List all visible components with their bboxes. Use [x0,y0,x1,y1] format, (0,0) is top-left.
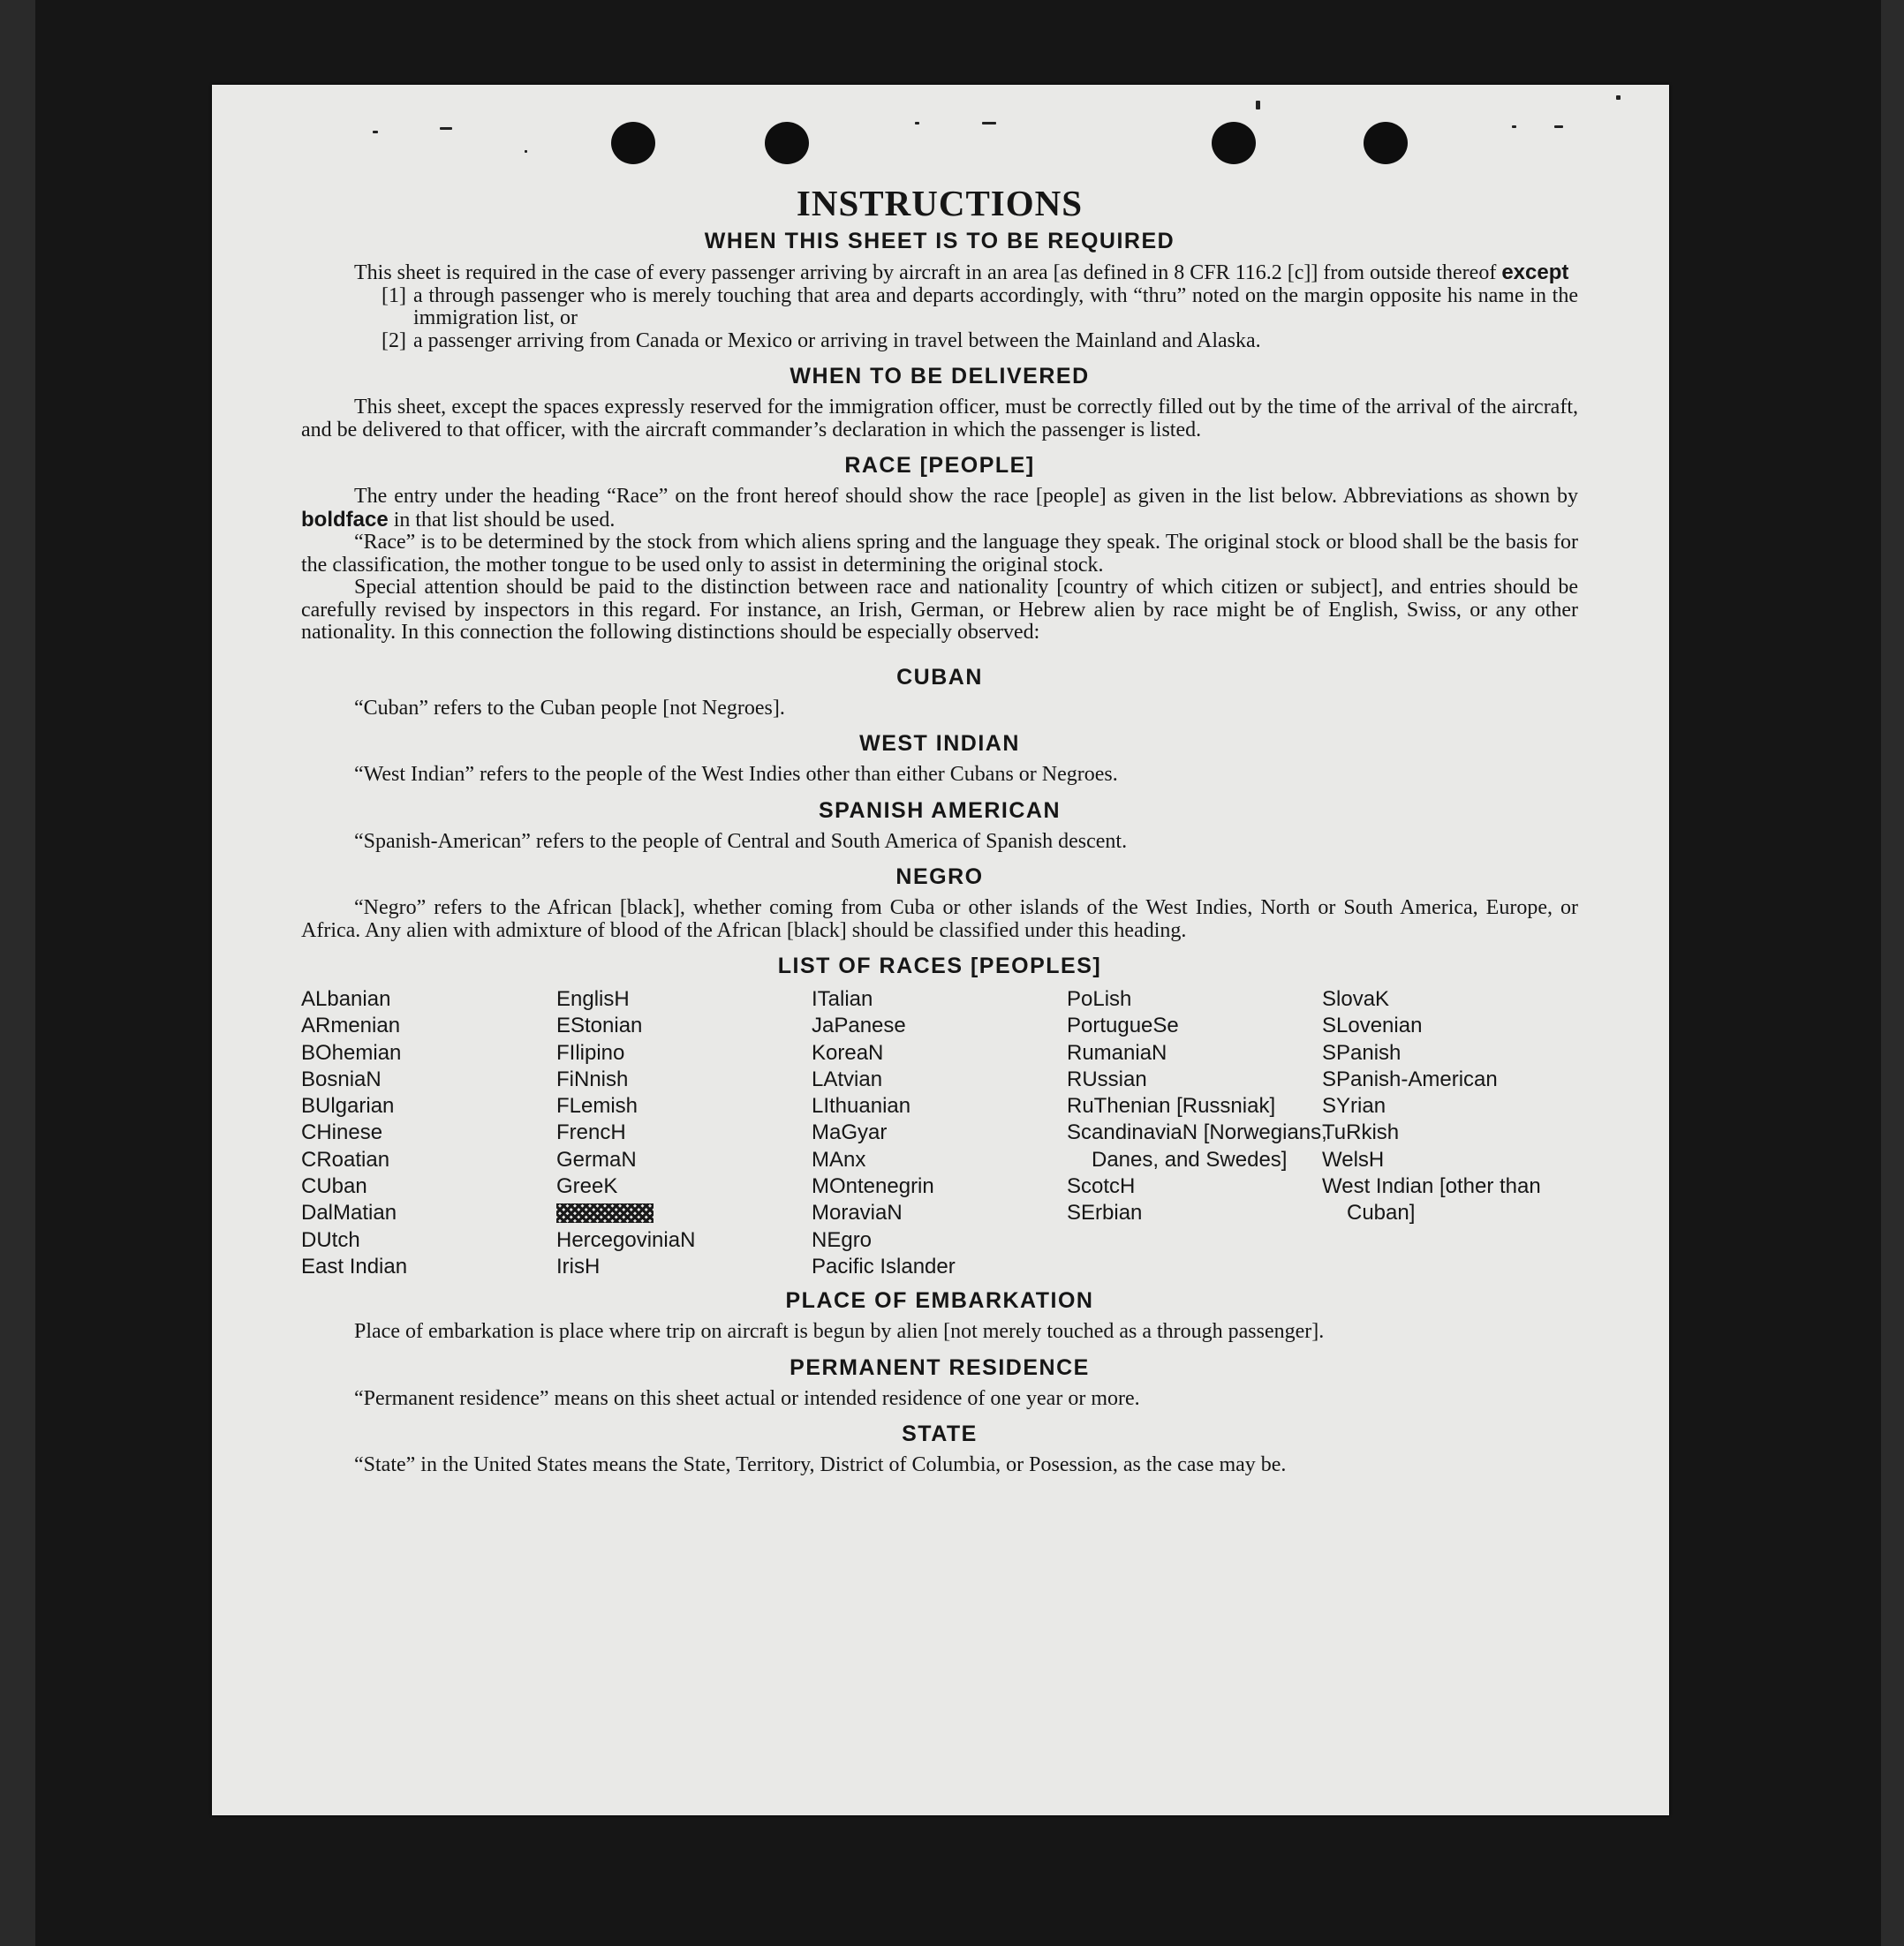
race-item: FiNnish [556,1067,629,1091]
race-item: MoraviaN [812,1201,903,1226]
races-column-4 [1067,986,1327,1280]
race-paragraph-3: Special attention should be paid to the distinction between race and nationality [country of which citizen or subject], and entries should be carefully revised by inspectors in this regard. For instance, an Irish, German, or Hebrew alien by race might be of English, Swiss, or any other nationality. In this connection the following distinctions should be especially observed: [301,576,1578,644]
exception-item [301,285,1578,330]
speck [373,131,378,133]
race-item: ITalian [812,987,873,1011]
races-column-2 [556,986,812,1280]
heading-race: RACE [PEOPLE] [844,453,1035,478]
race-item: HercegoviniaN [556,1227,696,1252]
race-item: SPanish [1322,1040,1402,1065]
strikethrough-mark [556,1203,654,1223]
race-p1-b: in that list should be used. [393,508,616,532]
race-item: ALbanian [301,987,391,1011]
race-item: IrisH [556,1254,601,1278]
races-column-3 [812,986,1067,1280]
speck [440,127,452,130]
heading-west-indian: WEST INDIAN [859,731,1020,756]
race-item: FrencH [556,1120,626,1145]
punch-hole [765,122,809,164]
heading-when-required: WHEN THIS SHEET IS TO BE REQUIRED [704,229,1175,253]
race-item: GermaN [556,1147,637,1172]
state-text: “State” in the United States means the State, Territory, District of Columbia, or Posession, as the case may be. [354,1453,1287,1477]
race-item: BosniaN [301,1067,382,1091]
race-item: FIlipino [556,1040,625,1065]
race-item: GreeK [556,1174,618,1199]
race-item: MOntenegrin [812,1174,934,1199]
race-item: FLemish [556,1094,638,1119]
speck [1512,125,1516,128]
speck [1616,95,1621,100]
race-item: SLovenian [1322,1014,1423,1038]
exception-text [413,285,1578,330]
exception-list [301,285,1578,353]
struck-race-text [660,1219,662,1220]
race-item: BOhemian [301,1040,402,1065]
race-item: RumaniaN [1067,1040,1167,1065]
place-of-embarkation-text: Place of embarkation is place where trip on aircraft is begun by alien [not merely touched as a through passenger]. [354,1320,1325,1344]
exception-text-2: a passenger arriving from Canada or Mexico or arriving in travel between the Mainland and Alaska. [413,328,1261,352]
race-p1-a: The entry under the heading “Race” on the front hereof should show the race [people] as given in the list below. Abbreviations as shown by [354,485,1578,508]
punch-hole [1212,122,1256,164]
race-item: SPanish-American [1322,1067,1498,1091]
race-item: CUban [301,1174,367,1199]
page-title: INSTRUCTIONS [796,183,1084,223]
punch-hole [611,122,655,164]
heading-cuban: CUBAN [896,664,983,690]
race-item: PoLish [1067,987,1132,1011]
punch-hole [1364,122,1408,164]
race-p1-bold: boldface [301,507,389,532]
race-item: NEgro [812,1227,873,1252]
races-column-5 [1322,986,1577,1280]
races-table [301,986,1578,1280]
race-item: CHinese [301,1120,383,1145]
exception-item [301,330,1578,353]
race-item: MAnx [812,1147,866,1172]
heading-place-of-embarkation: PLACE OF EMBARKATION [785,1288,1094,1314]
heading-permanent-residence: PERMANENT RESIDENCE [790,1354,1090,1380]
race-item: ScandinaviaN [Norwegians, Danes, and Swedes] [1067,1120,1327,1172]
exception-number: [2] [382,328,406,352]
race-item: JaPanese [812,1014,906,1038]
race-item: ARmenian [301,1014,401,1038]
race-item: PortugueSe [1067,1014,1179,1038]
when-required-intro [301,261,1578,285]
west-indian-text: “West Indian” refers to the people of the West Indies other than either Cubans or Negroes. [354,763,1118,786]
race-item: ScotcH [1067,1174,1136,1199]
race-item: WelsH [1322,1147,1385,1172]
cuban-text: “Cuban” refers to the Cuban people [not Negroes]. [354,696,785,720]
race-item: MaGyar [812,1120,888,1145]
race-item: TuRkish [1322,1120,1400,1145]
heading-state: STATE [902,1422,978,1447]
race-item: RUssian [1067,1067,1147,1091]
speck [1256,101,1260,109]
document-page [212,85,1669,1815]
heading-when-delivered: WHEN TO BE DELIVERED [790,364,1090,388]
speck [1554,125,1563,128]
race-item: DalMatian [301,1201,397,1226]
race-item: SlovaK [1322,987,1390,1011]
race-item: KoreaN [812,1040,884,1065]
instructions-content [301,184,1578,1477]
race-item: CRoatian [301,1147,390,1172]
race-item: Pacific Islander [812,1254,956,1278]
when-delivered-text: This sheet, except the spaces expressly reserved for the immigration officer, must be correctly filled out by the time of the arrival of the aircraft, and be delivered to that officer, with the aircraft commander’s declaration in which the passenger is listed. [301,396,1578,441]
speck [915,122,919,124]
race-item: BUlgarian [301,1094,395,1119]
race-item: East Indian [301,1254,408,1278]
race-paragraph-2: “Race” is to be determined by the stock from which aliens spring and the language they speak. The original stock or blood shall be the basis for the classification, the mother tongue to be used only to assist in determining the original stock. [301,531,1578,577]
race-item: EnglisH [556,987,630,1011]
scan-border-left [0,0,35,1946]
exception-text-1: a through passenger who is merely touching that area and departs accordingly, with “thru” noted on the margin opposite his name in the immigration list, or [413,283,1578,329]
race-item: LIthuanian [812,1094,911,1119]
race-item: SErbian [1067,1201,1143,1226]
race-item: LAtvian [812,1067,883,1091]
exception-number: [1] [382,283,406,307]
speck [525,150,527,153]
speck [982,122,996,124]
race-item: SYrian [1322,1094,1386,1119]
race-paragraph-1 [301,486,1578,532]
scan-border-right [1881,0,1904,1946]
race-item: West Indian [other than Cuban] [1322,1174,1541,1226]
races-column-1 [301,986,556,1280]
race-item: EStonian [556,1014,643,1038]
except-word: except [1501,260,1569,284]
negro-text: “Negro” refers to the African [black], whether coming from Cuba or other islands of the West Indies, North or South America, Europe, or Africa. Any alien with admixture of blood of the African [black] should be classified under this heading. [301,896,1578,942]
heading-spanish-american: SPANISH AMERICAN [818,797,1061,823]
spanish-american-text: “Spanish-American” refers to the people of Central and South America of Spanish descent. [354,829,1128,853]
race-item-struck-out [556,1200,812,1226]
when-required-intro-text: This sheet is required in the case of every passenger arriving by aircraft in an area [as defined in 8 CFR 116.2 [c]] from outside thereof [354,261,1497,284]
race-item: RuThenian [Russniak] [1067,1094,1276,1119]
race-item: DUtch [301,1227,360,1252]
heading-list-of-races: LIST OF RACES [PEOPLES] [777,954,1102,978]
permanent-residence-text: “Permanent residence” means on this sheet actual or intended residence of one year or more. [354,1386,1140,1410]
heading-negro: NEGRO [895,864,984,889]
